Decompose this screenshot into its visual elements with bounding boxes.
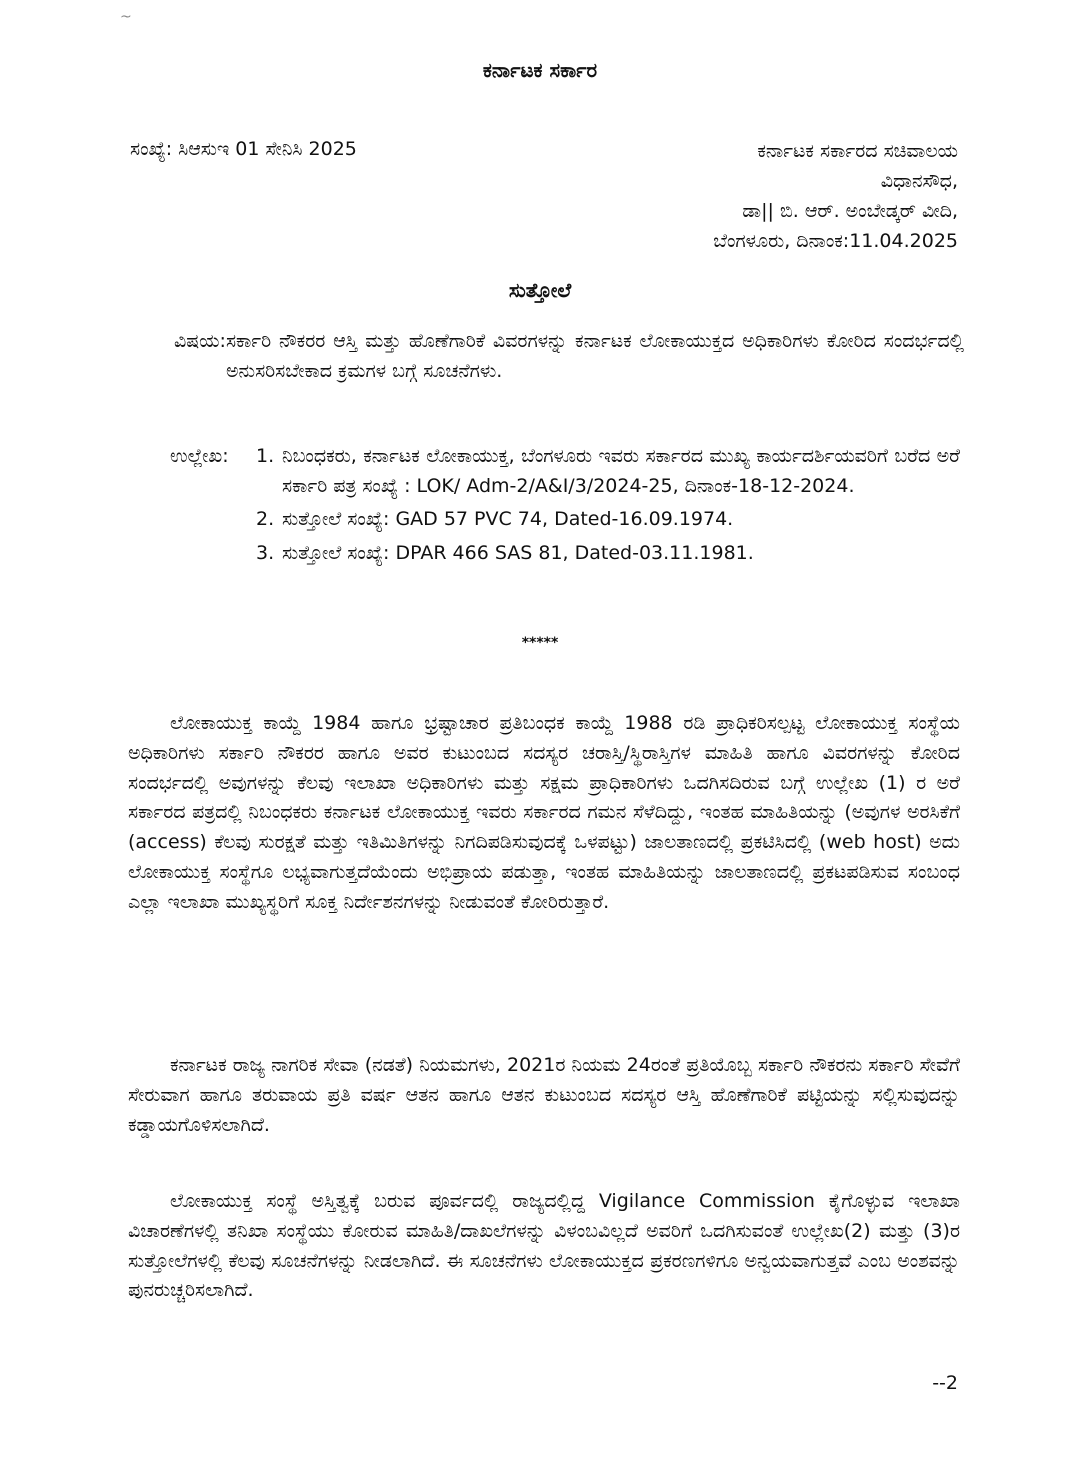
reference-indent	[170, 505, 256, 535]
reference-item	[170, 505, 960, 535]
address-date-line: ಬೆಂಗಳೂರು, ದಿನಾಂಕ:11.04.2025	[713, 230, 958, 253]
reference-number: 3.	[256, 541, 275, 564]
reference-number: 1.	[256, 445, 275, 467]
reference-number: 2.	[256, 508, 275, 531]
section-separator: *****	[521, 635, 559, 651]
address-line: ವಿಧಾನಸೌಧ,	[880, 170, 958, 193]
references-label: ಉಲ್ಲೇಖ:	[170, 445, 229, 467]
subject-text: ಸರ್ಕಾರಿ ನೌಕರರ ಆಸ್ತಿ ಮತ್ತು ಹೊಣೆಗಾರಿಕೆ ವಿವರಗಳನ್ನು ಕರ್ನಾಟಕ ಲೋಕಾಯುಕ್ತದ ಅಧಿಕಾರಿಗಳು ಕೋರಿದ ಸಂದರ್ಭದಲ್ಲಿ ಅನುಸರಿಸಬೇಕಾದ ಕ್ರಮಗಳ ಬಗ್ಗೆ ಸೂಚನೆಗಳು.	[225, 330, 964, 383]
document-type-heading: ಸುತ್ತೋಲೆ	[508, 278, 572, 302]
body-paragraph-1: ಲೋಕಾಯುಕ್ತ ಕಾಯ್ದೆ 1984 ಹಾಗೂ ಭ್ರಷ್ಟಾಚಾರ ಪ್ರತಿಬಂಧಕ ಕಾಯ್ದೆ 1988 ರಡಿ ಪ್ರಾಧಿಕರಿಸಲ್ಪಟ್ಟ ಲೋಕಾಯುಕ್ತ ಸಂಸ್ಥೆಯ ಅಧಿಕಾರಿಗಳು ಸರ್ಕಾರಿ ನೌಕರರ ಹಾಗೂ ಅವರ ಕುಟುಂಬದ ಸದಸ್ಯರ ಚರಾಸ್ತಿ/ಸ್ಥಿರಾಸ್ತಿಗಳ ಮಾಹಿತಿ ಹಾಗೂ ವಿವರಗಳನ್ನು ಕೋರಿದ ಸಂದರ್ಭದಲ್ಲಿ ಅವುಗಳನ್ನು ಕೆಲವು ಇಲಾಖಾ ಅಧಿಕಾರಿಗಳು ಮತ್ತು ಸಕ್ಷಮ ಪ್ರಾಧಿಕಾರಿಗಳು ಒದಗಿಸದಿರುವ ಬಗ್ಗೆ ಉಲ್ಲೇಖ (1) ರ ಅರೆ ಸರ್ಕಾರದ ಪತ್ರದಲ್ಲಿ ನಿಬಂಧಕರು ಕರ್ನಾಟಕ ಲೋಕಾಯುಕ್ತ ಇವರು ಸರ್ಕಾರದ ಗಮನ ಸೆಳೆದಿದ್ದು, ಇಂತಹ ಮಾಹಿತಿಯನ್ನು (ಅವುಗಳ ಅರಸಿಕೆಗೆ (access) ಕೆಲವು ಸುರಕ್ಷತೆ ಮತ್ತು ಇತಿಮಿತಿಗಳನ್ನು ನಿಗದಿಪಡಿಸುವುದಕ್ಕೆ ಒಳಪಟ್ಟು) ಜಾಲತಾಣದಲ್ಲಿ ಪ್ರಕಟಿಸಿದಲ್ಲಿ (web host) ಅದು ಲೋಕಾಯುಕ್ತ ಸಂಸ್ಥೆಗೂ ಲಭ್ಯವಾಗುತ್ತದೆಯೆಂದು ಅಭಿಪ್ರಾಯ ಪಡುತ್ತಾ, ಇಂತಹ ಮಾಹಿತಿಯನ್ನು ಜಾಲತಾಣದಲ್ಲಿ ಪ್ರಕಟಪಡಿಸುವ ಸಂಬಂಧ ಎಲ್ಲಾ ಇಲಾಖಾ ಮುಖ್ಯಸ್ಥರಿಗೆ ಸೂಕ್ತ ನಿರ್ದೇಶನಗಳನ್ನು ನೀಡುವಂತೆ ಕೋರಿರುತ್ತಾರೆ.	[128, 712, 960, 913]
next-page-indicator: --2	[932, 1372, 958, 1394]
body-paragraph-3: ಲೋಕಾಯುಕ್ತ ಸಂಸ್ಥೆ ಅಸ್ತಿತ್ವಕ್ಕೆ ಬರುವ ಪೂರ್ವದಲ್ಲಿ ರಾಜ್ಯದಲ್ಲಿದ್ದ Vigilance Commission ಕೈಗೊಳ್ಳುವ ಇಲಾಖಾ ವಿಚಾರಣೆಗಳಲ್ಲಿ ತನಿಖಾ ಸಂಸ್ಥೆಯು ಕೋರುವ ಮಾಹಿತಿ/ದಾಖಲೆಗಳನ್ನು ವಿಳಂಬವಿಲ್ಲದೆ ಅವರಿಗೆ ಒದಗಿಸುವಂತೆ ಉಲ್ಲೇಖ(2) ಮತ್ತು (3)ರ ಸುತ್ತೋಲೆಗಳಲ್ಲಿ ಕೆಲವು ಸೂಚನೆಗಳನ್ನು ನೀಡಲಾಗಿದೆ. ಈ ಸೂಚನೆಗಳು ಲೋಕಾಯುಕ್ತದ ಪ್ರಕರಣಗಳಿಗೂ ಅನ್ವಯವಾಗುತ್ತವೆ ಎಂಬ ಅಂಶವನ್ನು ಪುನರುಚ್ಚರಿಸಲಾಗಿದೆ.	[128, 1190, 960, 1302]
scan-mark: ~	[120, 9, 132, 25]
order-number: ಸಂಖ್ಯೆ: ಸಿಆಸುಇ 01 ಸೇನಿಸಿ 2025	[130, 138, 357, 160]
reference-indent	[170, 539, 256, 569]
address-line: ಕರ್ನಾಟಕ ಸರ್ಕಾರದ ಸಚಿವಾಲಯ	[757, 140, 958, 162]
subject-block	[174, 326, 964, 387]
reference-text: ಸುತ್ತೋಲೆ ಸಂಖ್ಯೆ: GAD 57 PVC 74, Dated-16.09.1974.	[282, 508, 734, 531]
reference-text: ನಿಬಂಧಕರು, ಕರ್ನಾಟಕ ಲೋಕಾಯುಕ್ತ, ಬೆಂಗಳೂರು ಇವರು ಸರ್ಕಾರದ ಮುಖ್ಯ ಕಾರ್ಯದರ್ಶಿಯವರಿಗೆ ಬರೆದ ಅರೆ ಸರ್ಕಾರಿ ಪತ್ರ ಸಂಖ್ಯೆ : LOK/ Adm-2/A&I/3/2024-25, ದಿನಾಂಕ-18-12-2024.	[282, 445, 960, 497]
reference-item	[170, 442, 960, 501]
references-block	[170, 442, 960, 569]
subject-label: ವಿಷಯ:	[174, 330, 226, 352]
body-paragraph-2: ಕರ್ನಾಟಕ ರಾಜ್ಯ ನಾಗರಿಕ ಸೇವಾ (ನಡತೆ) ನಿಯಮಗಳು, 2021ರ ನಿಯಮ 24ರಂತೆ ಪ್ರತಿಯೊಬ್ಬ ಸರ್ಕಾರಿ ನೌಕರನು ಸರ್ಕಾರಿ ಸೇವೆಗೆ ಸೇರುವಾಗ ಹಾಗೂ ತರುವಾಯ ಪ್ರತಿ ವರ್ಷ ಆತನ ಹಾಗೂ ಆತನ ಕುಟುಂಬದ ಸದಸ್ಯರ ಆಸ್ತಿ ಹೊಣೆಗಾರಿಕೆ ಪಟ್ಟಿಯನ್ನು ಸಲ್ಲಿಸುವುದನ್ನು ಕಡ್ಡಾಯಗೊಳಿಸಲಾಗಿದೆ.	[128, 1054, 960, 1136]
address-line: ಡಾ|| ಬಿ. ಆರ್. ಅಂಬೇಡ್ಕರ್ ವೀದಿ,	[742, 200, 958, 223]
office-address	[713, 136, 958, 256]
reference-item	[170, 539, 960, 569]
government-title: ಕರ್ನಾಟಕ ಸರ್ಕಾರ	[482, 58, 598, 82]
reference-text: ಸುತ್ತೋಲೆ ಸಂಖ್ಯೆ: DPAR 466 SAS 81, Dated-03.11.1981.	[282, 541, 754, 564]
